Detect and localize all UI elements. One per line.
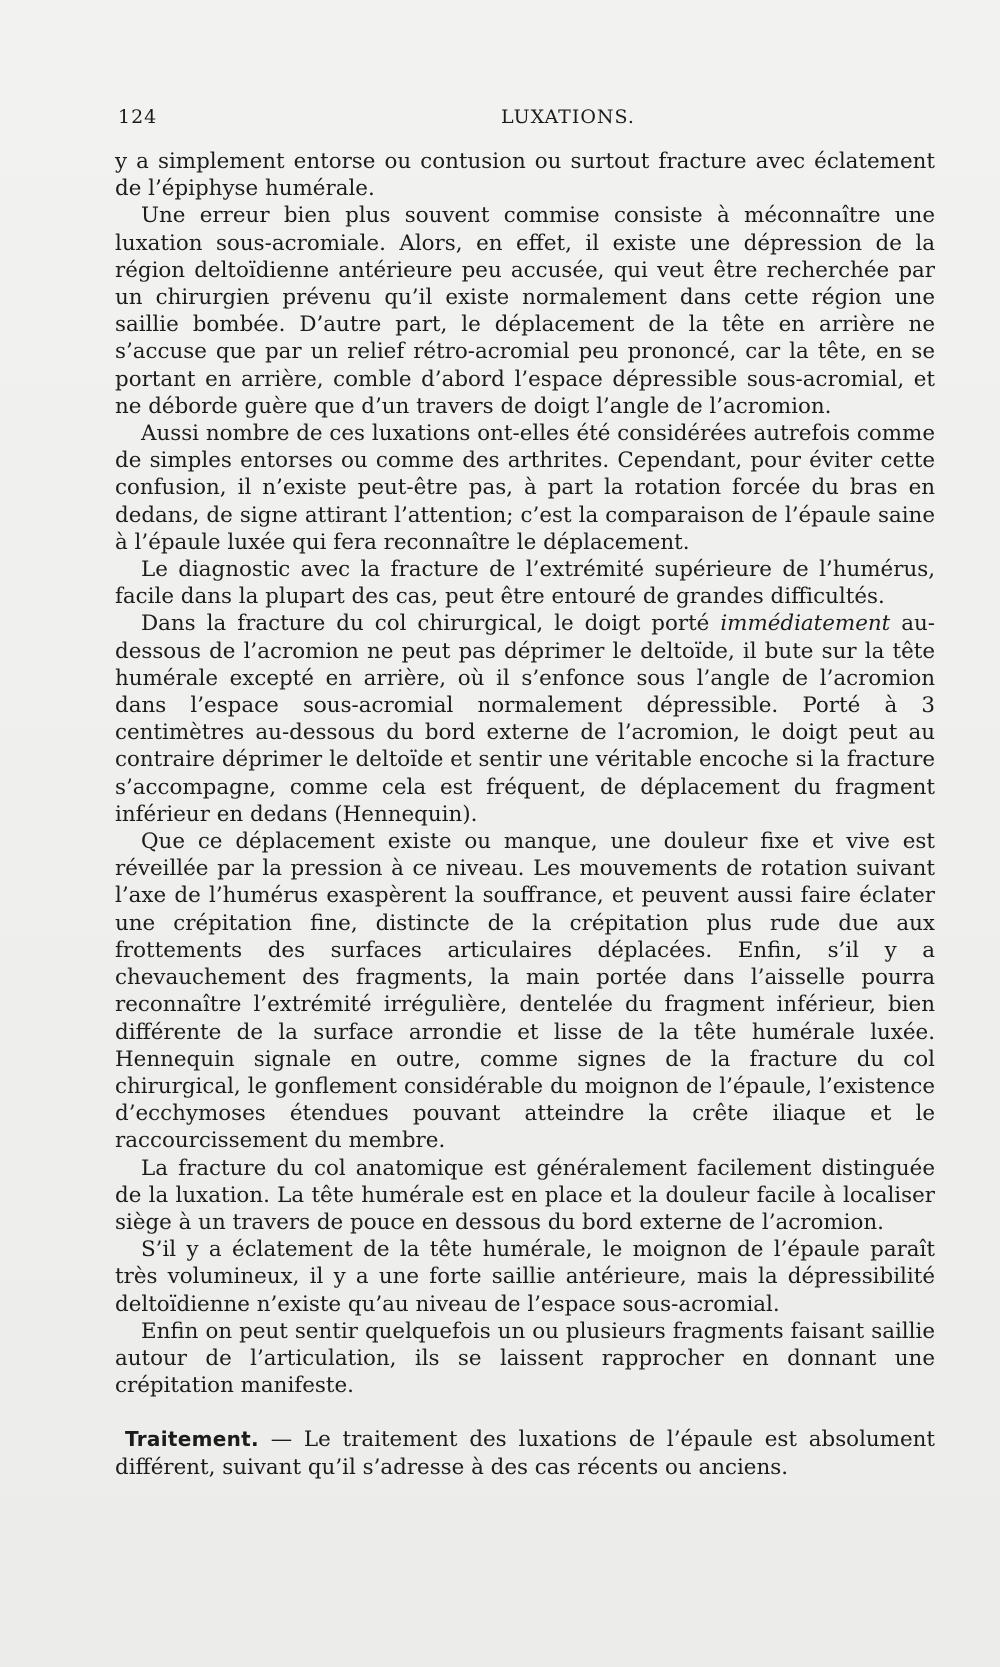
paragraph: S’il y a éclatement de la tête humérale, le moignon de l’épaule paraît très volumineux, il y a une forte saillie antérieure, mais la dépressibilité deltoïdienne n’existe qu’au niveau de l’espace sous-acromial. [115, 1237, 935, 1317]
section-text: — Le traitement des luxations de l’épaule est absolument différent, suivant qu’il s’adresse à des cas récents ou anciens. [115, 1427, 935, 1480]
running-title: LUXATIONS. [501, 106, 635, 128]
paragraph: La fracture du col anatomique est généralement facilement distinguée de la luxation. La tête humérale est en place et la douleur facile à localiser siège à un travers de pouce en dessous du bord externe de l’acromion. [115, 1155, 935, 1235]
paragraph: Aussi nombre de ces luxations ont-elles été considérées autrefois comme de simples entorses ou comme des arthrites. Cependant, pour éviter cette confusion, il n’existe peut-être pas, à part la rotation forcée du bras en dedans, de signe attirant l’attention; c’est la comparaison de l’épaule saine à l’épaule luxée qui fera reconnaître le déplacement. [115, 421, 935, 555]
page-number: 124 [118, 106, 158, 128]
paragraph: Que ce déplacement existe ou manque, une douleur fixe et vive est réveillée par la pression à ce niveau. Les mouvements de rotation suivant l’axe de l’humérus exaspèrent la souffrance, et peuvent aussi faire éclater une crépitation fine, distincte de la crépitation plus rude due aux frottements des surfaces articulaires déplacées. Enfin, s’il y a chevauchement des fragments, la main portée dans l’aisselle pourra reconnaître l’extrémité irrégulière, dentelée du fragment inférieur, bien différente de la surface arrondie et lisse de la tête humérale luxée. Hennequin signale en outre, comme signes de la fracture du col chirurgical, le gonflement considérable du moignon de l’épaule, l’existence d’ecchymoses étendues pouvant atteindre la crête iliaque et le raccourcissement du membre. [115, 829, 935, 1154]
paragraph: Une erreur bien plus souvent commise consiste à méconnaître une luxation sous-acromiale. Alors, en effet, il existe une dépression de la région deltoïdienne antérieure peu accusée, qui veut être recherchée par un chirurgien prévenu qu’il existe normalement dans cette région une saillie bombée. D’autre part, le déplacement de la tête en arrière ne s’accuse que par un relief rétro-acromial peu prononcé, car la tête, en se portant en arrière, comble d’abord l’espace dépressible sous-acromial, et ne déborde guère que d’un travers de doigt l’angle de l’acromion. [115, 203, 935, 419]
paragraph: y a simplement entorse ou contusion ou surtout fracture avec éclatement de l’épiphyse humérale. [115, 149, 935, 202]
section-paragraph [115, 1426, 935, 1480]
body-text [115, 148, 935, 1481]
paragraph-text: Dans la fracture du col chirurgical, le doigt porté [141, 611, 721, 637]
page-header [118, 106, 938, 136]
emphasis-text: immédiatement [720, 611, 891, 637]
paragraph-text: au-dessous de l’acromion ne peut pas déprimer le deltoïde, il bute sur la tête humérale excepté en arrière, où il s’enfonce sous l’angle de l’acromion dans l’espace sous-acromial normalement dépressible. Porté à 3 centimètres au-dessous du bord externe de l’acromion, le doigt peut au contraire déprimer le deltoïde et sentir une véritable encoche si la fracture s’accompagne, comme cela est fréquent, de déplacement du fragment inférieur en dedans (Hennequin). [115, 611, 935, 827]
section-heading: Traitement. [125, 1427, 259, 1452]
paragraph: Enfin on peut sentir quelquefois un ou plusieurs fragments faisant saillie autour de l’articulation, ils se laissent rapprocher en donnant une crépitation manifeste. [115, 1318, 935, 1399]
paragraph: Le diagnostic avec la fracture de l’extrémité supérieure de l’humérus, facile dans la plupart des cas, peut être entouré de grandes difficultés. [115, 557, 935, 610]
paragraph [115, 610, 935, 828]
